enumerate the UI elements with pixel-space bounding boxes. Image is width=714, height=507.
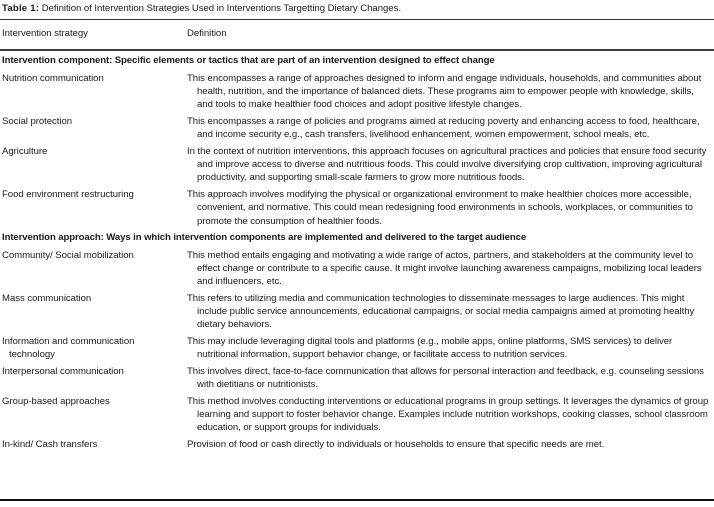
table-caption-text: Definition of Intervention Strategies Used in Interventions Targetting Dietary Changes. [41,3,401,14]
strategy-cell: Group-based approaches [2,395,110,407]
strategy-cell: Interpersonal communication [2,365,124,377]
definition-cell: This approach involves modifying the physical or organizational environment to make healthier choices more accessible, convenient, and normative. This could mean redesigning food environments in schools, workplaces, or communities to promote the consumption of healthier foods. [187,189,693,227]
table-row-social-protection [0,112,714,142]
definition-cell: This encompasses a range of approaches designed to inform and engage individuals, households, and communities about health, nutrition, and the importance of balanced diets. These programs aim to empower people with knowledge, skills, and tools to make healthier food choices and adopt positive lifestyle changes. [187,73,702,111]
definition-cell: This encompasses a range of policies and programs aimed at reducing poverty and enhancing access to food, healthcare, and income security e.g., cash transfers, livelihood enhancement, women empowerment, school meals, etc. [187,116,700,141]
section-header-intervention-approach: Intervention approach: Ways in which intervention components are implemented and delivered to the target audience [2,231,527,243]
column-header-definition: Definition [187,28,227,39]
strategy-cell: Community/ Social mobilization [2,249,134,261]
table-caption [0,0,714,19]
definition-cell: In the context of nutrition interventions, this approach focuses on agricultural practices and policies that ensure food security and improve access to diverse and nutritious foods. This could involve diversifying crop cultivation, improving agricultural productivity, and supporting small-scale farmers to grow more nutritious foods. [187,146,707,184]
section-header-intervention-component: Intervention component: Specific elements or tactics that are part of an intervention designed to effect change [2,55,495,66]
strategy-cell: Information and communication technology [2,335,135,361]
definition-cell: This may include leveraging digital tools and platforms (e.g., mobile apps, online platforms, SMS services) to deliver nutritional information, support behavior change, or facilitate access to nutrition services. [187,335,673,361]
rule-table-bottom [0,499,714,501]
definition-cell: This method entails engaging and motivating a wide range of actos, partners, and stakeholders at the community level to effect change or contribute to a specific cause. It might involve launching awareness campaigns, mobilizing local leaders and influencers, etc. [187,249,702,288]
table-row-agriculture [0,142,714,185]
strategy-cell: Social protection [2,116,73,128]
table-row-community-social-mobilization [0,245,714,288]
table-label: Table 1: [2,3,40,14]
definition-cell: This involves direct, face-to-face communication that allows for personal interaction and feedback, e.g. counseling sessions with dietitians or nutritionists. [187,365,704,391]
definition-cell: This refers to utilizing media and communication technologies to disseminate messages to large audiences. This might include public service announcements, educational campaigns, or social media campaigns aimed at promoting healthy dietary behaviors. [187,292,695,331]
definition-cell: Provision of food or cash directly to individuals or households to ensure that specific needs are met. [187,438,605,450]
strategy-cell: Mass communication [2,292,92,304]
table-row-mass-communication [0,288,714,331]
column-header-row [0,20,714,49]
strategy-cell: In-kind/ Cash transfers [2,438,98,450]
column-header-strategy: Intervention strategy [2,28,88,39]
definition-cell: This method involves conducting interventions or educational programs in group settings. It leverages the dynamics of group learning and support to foster behavior change. Examples include nutrition workshops, cooking classes, school classroom education, or support groups for individuals. [187,395,709,434]
table-row-in-kind-cash-transfers [0,434,714,451]
table-row-food-environment-restructuring [0,185,714,228]
strategy-cell: Nutrition communication [2,73,104,84]
strategy-cell: Food environment restructuring [2,189,134,201]
table-row-information-communication-technology [0,331,714,361]
table-row-interpersonal-communication [0,361,714,391]
table-row-nutrition-communication [0,69,714,112]
table-row-group-based-approaches [0,391,714,434]
strategy-cell: Agriculture [2,146,48,158]
